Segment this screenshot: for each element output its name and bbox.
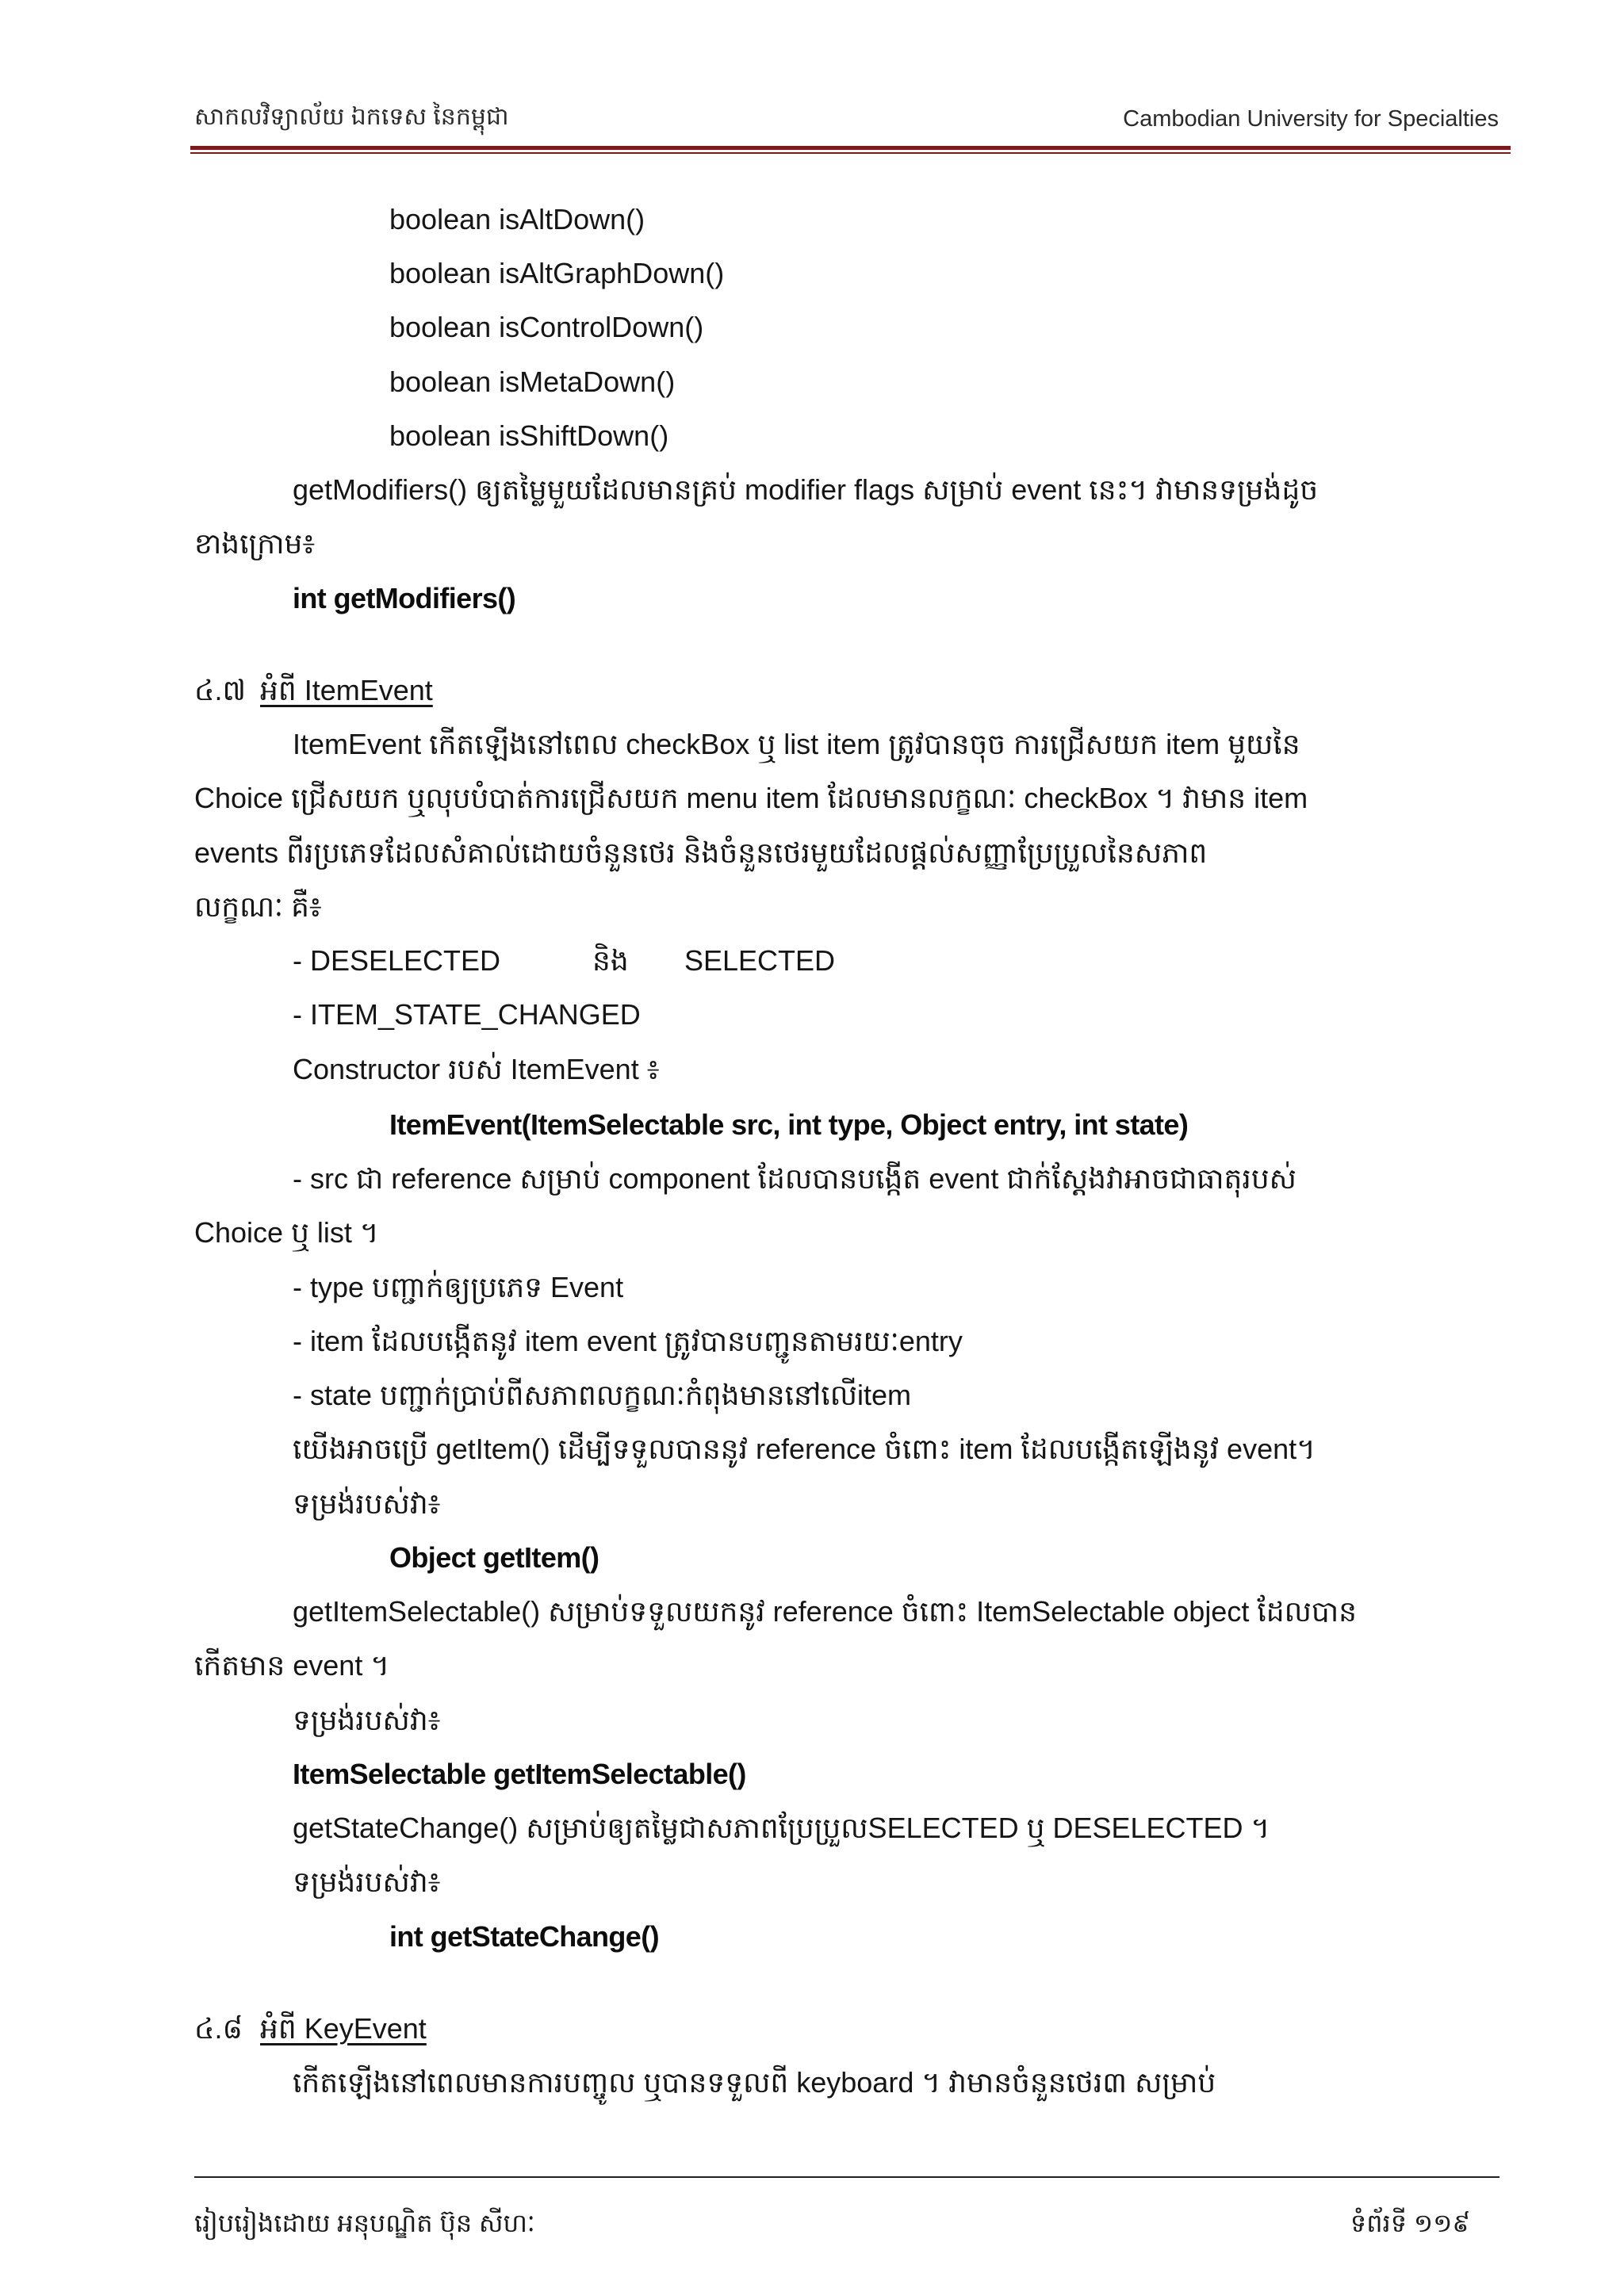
header-university-english: Cambodian University for Specialties (1123, 106, 1499, 132)
paragraph-line: getModifiers() ឲ្យតម្លៃមួយដែលមានគ្រប់ modifier flags សម្រាប់ event នេះ។ វាមានទម្រង់ដូច (293, 473, 1319, 506)
param-item: - item ដែលបង្កើតនូវ item event ត្រូវបានបញ្ជូនតាមរយៈentry (293, 1325, 963, 1357)
section-number: ៤.៨ (194, 2012, 243, 2045)
form-label: ទម្រង់របស់វា៖ (293, 1704, 441, 1736)
param-state: - state បញ្ជាក់ប្រាប់ពីសភាពលក្ខណៈកំពុងមាននៅលើitem (293, 1379, 912, 1411)
constant-state-changed: - ITEM_STATE_CHANGED (293, 998, 641, 1031)
param-src-continued: Choice ឬ list ។ (194, 1216, 379, 1249)
method-line: boolean isMetaDown() (389, 365, 676, 398)
footer-rule (194, 2176, 1500, 2178)
header-rule-thin (190, 152, 1511, 154)
section-number: ៤.៧ (194, 674, 247, 706)
code-signature: ItemSelectable getItemSelectable() (293, 1758, 746, 1790)
footer-author: រៀបរៀងដោយ អនុបណ្ឌិត ប៊ុន សីហៈ (194, 2209, 535, 2237)
paragraph-line: កើតឡើងនៅពេលមានការបញ្ចូល ឬបានទទួលពី keyboard ។ វាមានចំនួនថេរ៣ សម្រាប់ (293, 2066, 1216, 2099)
paragraph-line: Choice ជ្រើសយក ឬលុបបំបាត់ការជ្រើសយក menu item ដែលមានលក្ខណៈ checkBox ។ វាមាន item (194, 782, 1308, 814)
paragraph-line: យើងអាចប្រើ getItem() ដើម្បីទទួលបាននូវ reference ចំពោះ item ដែលបង្កើតឡើងនូវ event។ (293, 1433, 1316, 1465)
method-line: boolean isShiftDown() (389, 419, 669, 452)
paragraph-line: getStateChange() សម្រាប់ឲ្យតម្លៃជាសភាពប្រែប្រួលSELECTED ឬ DESELECTED ។ (293, 1812, 1270, 1844)
paragraph-line: getItemSelectable() សម្រាប់ទទួលយកនូវ reference ចំពោះ ItemSelectable object ដែលបាន (293, 1595, 1358, 1628)
paragraph-line: លក្ខណៈ គឺ៖ (194, 890, 322, 923)
form-label: ទម្រង់របស់វា៖ (293, 1487, 441, 1520)
form-label: ទម្រង់របស់វា៖ (293, 1866, 441, 1898)
method-line: boolean isAltDown() (389, 203, 645, 235)
header-university-khmer: សាកលវិទ្យាល័យ ឯកទេស នៃកម្ពុជា (194, 104, 509, 130)
constant-deselected: - DESELECTED (293, 944, 501, 977)
method-line: boolean isControlDown() (389, 311, 704, 343)
constructor-signature: ItemEvent(ItemSelectable src, int type, Object entry, int state) (389, 1108, 1189, 1141)
paragraph-line: events ពីរប្រភេទដែលសំគាល់ដោយចំនួនថេរ និងចំនួនថេរមួយដែលផ្តល់សញ្ញាប្រែប្រួលនៃសភាព (194, 836, 1208, 869)
paragraph-line: ខាងក្រោម៖ (194, 527, 316, 560)
paragraph-line: ItemEvent កើតឡើងនៅពេល checkBox ឬ list item ត្រូវបានចុច ការជ្រើសយក item មួយនៃ (293, 728, 1300, 760)
section-title: អំពី KeyEvent (260, 2012, 427, 2045)
param-type: - type បញ្ជាក់ឲ្យប្រភេទ Event (293, 1271, 624, 1303)
code-signature: int getStateChange() (389, 1920, 660, 1953)
footer-page-number: ទំព័រទី ១១៩ (1350, 2209, 1470, 2237)
method-line: boolean isAltGraphDown() (389, 257, 725, 289)
constructor-label: Constructor របស់ ItemEvent ៖ (293, 1053, 660, 1085)
header-rule (190, 146, 1511, 150)
section-title: អំពី ItemEvent (260, 674, 433, 706)
constant-conjunction: និង (592, 944, 629, 977)
param-src: - src ជា reference សម្រាប់ component ដែលបានបង្កើត event ជាក់ស្តែងវាអាចជាធាតុរបស់ (293, 1162, 1297, 1195)
constant-selected: SELECTED (684, 944, 836, 977)
paragraph-line: កើតមាន event ។ (194, 1649, 390, 1682)
code-signature: int getModifiers() (293, 582, 516, 614)
code-signature: Object getItem() (389, 1541, 599, 1574)
